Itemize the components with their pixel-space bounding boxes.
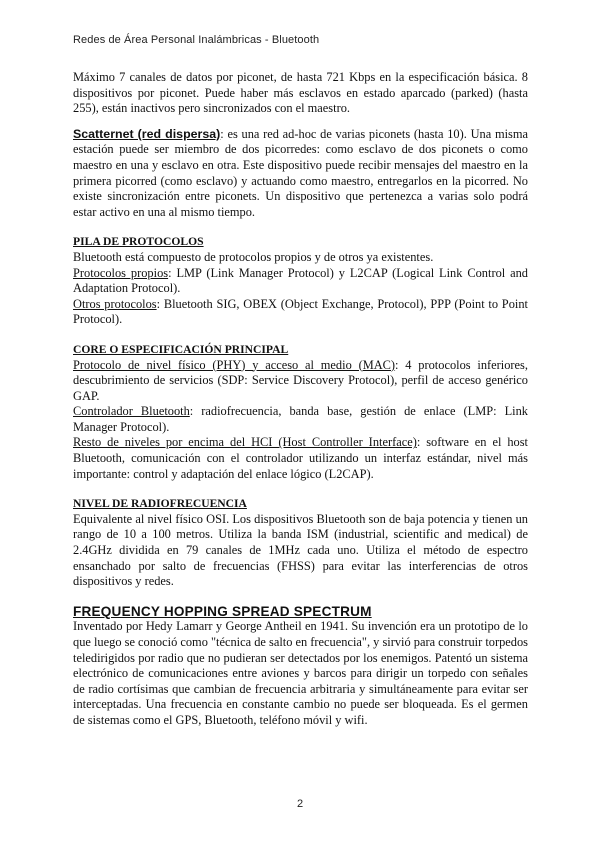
protocolos-propios-paragraph [73,266,528,297]
page-header: Redes de Área Personal Inalámbricas - Bluetooth [73,34,320,46]
pila-intro: Bluetooth está compuesto de protocolos propios y de otros ya existentes. [73,249,434,264]
controlador-label: Controlador Bluetooth [73,404,190,419]
scatternet-term: Scatternet (red dispersa) [73,126,221,141]
phy-paragraph [73,358,528,405]
scatternet-text: : es una red ad-hoc de varias piconets (hasta 10). Una misma estación puede ser miembro de dos picorredes: como esclavo de dos piconets o como maestro en una y esclavo en otra. Este dispositivo puede recibir mensajes del maestro en la primera picorred (como esclavo) y actuando como maestro, entregarlos en la picorred. No existe sincronización entre piconets. Un dispositivo que pertenezca a varias solo podrá estar activo en una al mismo tiempo. [73,126,529,219]
resto-label: Resto de niveles por encima del HCI (Host Controller Interface) [73,435,417,450]
page-number: 2 [296,798,304,810]
fhss-heading: FREQUENCY HOPPING SPREAD SPECTRUM [73,603,372,619]
resto-paragraph [73,435,528,482]
protocolos-propios-text: : LMP (Link Manager Protocol) y L2CAP (Logical Link Control and Adaptation Protocol). [73,265,528,296]
radio-heading: NIVEL DE RADIOFRECUENCIA [73,497,247,511]
fhss-paragraph: Inventado por Hedy Lamarr y George Antheil en 1941. Su invención era un prototipo de lo que luego se conoció como "técnica de salto en frecuencia", y sirvió para construir torpedos teledirigidos por radio que no pudieran ser detectados por los enemigos. Patentó un sistema electrónico de comunicaciones entre aviones y barcos para dirigir un torpedo con señales de radio cortísimas que cambian de frecuencia arbitraria y simultáneamente para evitar ser interceptadas. Una frecuencia en constante cambio no puede ser bloqueada. Es el germen de sistemas como el GPS, Bluetooth, teléfono móvil y wifi. [73,619,528,727]
intro-paragraph: Máximo 7 canales de datos por piconet, de hasta 721 Kbps en la especificación básica. 8 dispositivos por piconet. Puede haber más esclavos en estado aparcado (parked) (hasta 255), están inactivos pero sincronizados con el maestro. [73,70,528,116]
pila-heading: PILA DE PROTOCOLOS [73,235,204,249]
scatternet-paragraph [73,127,528,221]
core-heading: CORE O ESPECIFICACIÓN PRINCIPAL [73,342,289,356]
phy-text: : 4 protocolos inferiores, descubrimiento de servicios (SDP: Service Discovery Protocol), perfil de acceso genérico GAP. [73,357,528,403]
phy-label: Protocolo de nivel físico (PHY) y acceso al medio (MAC) [73,357,396,372]
resto-text: : software en el host Bluetooth, comunicación con el controlador utilizando un interfaz estándar, nivel más importante: control y adaptación del enlace lógico (L2CAP). [73,435,528,481]
otros-protocolos-paragraph [73,297,528,328]
radio-paragraph: Equivalente al nivel físico OSI. Los dispositivos Bluetooth son de baja potencia y tienen un rango de 10 a 100 metros. Utiliza la banda ISM (industrial, scientific and medical) de 2.4GHz dividida en 79 canales de 1MHz cada uno. Utiliza el método de espectro ensanchado por salto de frecuencias (FHSS) para evitar las interferencias de otros dispositivos y redes. [73,511,528,589]
document-body [73,70,528,729]
otros-protocolos-label: Otros protocolos [73,296,157,311]
controlador-text: : radiofrecuencia, banda base, gestión de enlace (LMP: Link Manager Protocol). [73,404,528,434]
protocolos-propios-label: Protocolos propios [73,265,169,280]
controlador-paragraph [73,404,528,435]
otros-protocolos-text: : Bluetooth SIG, OBEX (Object Exchange, Protocol), PPP (Point to Point Protocol). [73,296,528,327]
